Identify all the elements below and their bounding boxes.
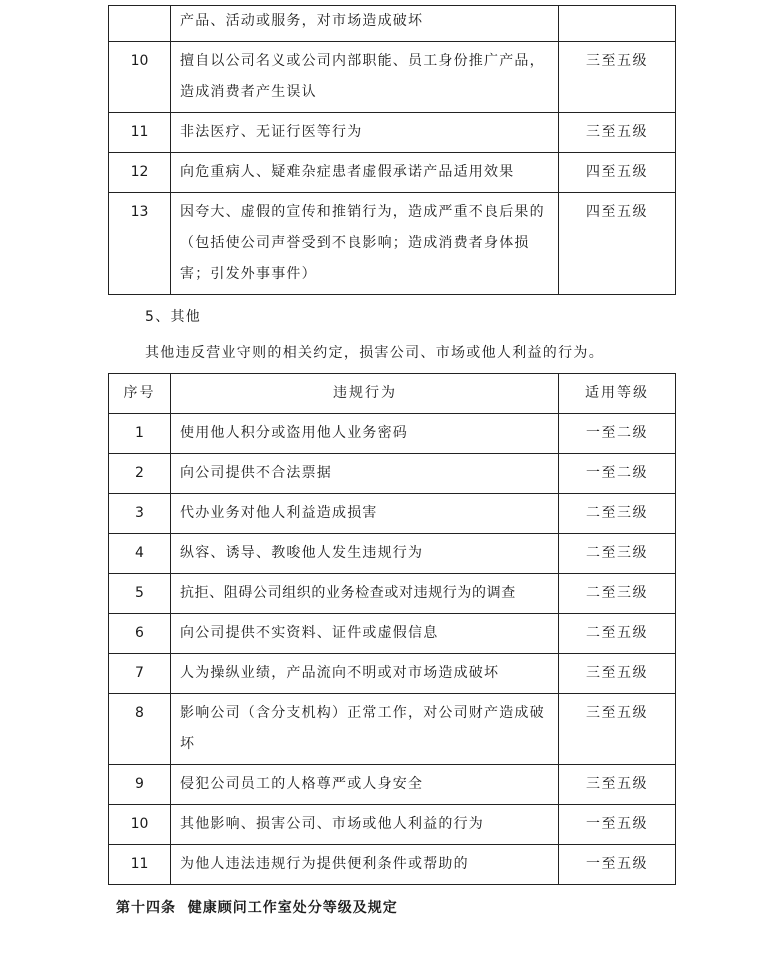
header-level: 适用等级 (559, 374, 676, 414)
row-number: 3 (109, 494, 171, 534)
level-text: 二至五级 (559, 614, 676, 654)
violation-text: 向危重病人、疑难杂症患者虚假承诺产品适用效果 (171, 153, 559, 193)
level-text: 三至五级 (559, 694, 676, 765)
header-number: 序号 (109, 374, 171, 414)
row-number: 7 (109, 654, 171, 694)
row-number: 1 (109, 414, 171, 454)
row-number (109, 6, 171, 42)
section-description: 其他违反营业守则的相关约定，损害公司、市场或他人利益的行为。 (145, 345, 604, 361)
level-text: 一至二级 (559, 414, 676, 454)
level-text: 三至五级 (559, 113, 676, 153)
violation-text: 因夸大、虚假的宣传和推销行为，造成严重不良后果的（包括使公司声誉受到不良影响；造成消费者身体损害；引发外事事件） (171, 193, 559, 295)
table-row (109, 654, 676, 694)
violation-text: 向公司提供不合法票据 (171, 454, 559, 494)
violation-text: 人为操纵业绩，产品流向不明或对市场造成破坏 (171, 654, 559, 694)
violation-table-continued (108, 5, 676, 295)
level-text: 二至三级 (559, 574, 676, 614)
row-number: 11 (109, 113, 171, 153)
table-row (109, 153, 676, 193)
section-heading: 5、其他 (145, 309, 202, 325)
table-row (109, 414, 676, 454)
table-row (109, 6, 676, 42)
row-number: 5 (109, 574, 171, 614)
level-text: 一至二级 (559, 454, 676, 494)
violation-text: 为他人违法违规行为提供便利条件或帮助的 (171, 845, 559, 885)
row-number: 11 (109, 845, 171, 885)
row-number: 12 (109, 153, 171, 193)
violation-text: 非法医疗、无证行医等行为 (171, 113, 559, 153)
violation-text: 向公司提供不实资料、证件或虚假信息 (171, 614, 559, 654)
row-number: 9 (109, 765, 171, 805)
header-violation: 违规行为 (171, 374, 559, 414)
level-text: 三至五级 (559, 765, 676, 805)
violation-text: 擅自以公司名义或公司内部职能、员工身份推广产品，造成消费者产生误认 (171, 42, 559, 113)
level-text: 二至三级 (559, 494, 676, 534)
table-row (109, 494, 676, 534)
table-row (109, 805, 676, 845)
level-text: 一至五级 (559, 805, 676, 845)
row-number: 13 (109, 193, 171, 295)
violation-text: 其他影响、损害公司、市场或他人利益的行为 (171, 805, 559, 845)
table-row (109, 845, 676, 885)
table-row (109, 574, 676, 614)
violation-text: 代办业务对他人利益造成损害 (171, 494, 559, 534)
row-number: 10 (109, 42, 171, 113)
table-row (109, 113, 676, 153)
violation-table (108, 373, 676, 885)
article-title: 第十四条 健康顾问工作室处分等级及规定 (116, 900, 398, 916)
level-text: 三至五级 (559, 654, 676, 694)
row-number: 6 (109, 614, 171, 654)
table-row (109, 694, 676, 765)
table-row (109, 614, 676, 654)
violation-text: 抗拒、阻碍公司组织的业务检查或对违规行为的调查 (171, 574, 559, 614)
violation-text: 使用他人积分或盗用他人业务密码 (171, 414, 559, 454)
table-row (109, 534, 676, 574)
violation-text: 产品、活动或服务，对市场造成破坏 (171, 6, 559, 42)
level-text: 二至三级 (559, 534, 676, 574)
violation-text: 影响公司（含分支机构）正常工作，对公司财产造成破坏 (171, 694, 559, 765)
level-text: 一至五级 (559, 845, 676, 885)
level-text: 四至五级 (559, 153, 676, 193)
row-number: 8 (109, 694, 171, 765)
table-row (109, 765, 676, 805)
row-number: 4 (109, 534, 171, 574)
table-row (109, 42, 676, 113)
level-text: 三至五级 (559, 42, 676, 113)
row-number: 2 (109, 454, 171, 494)
violation-text: 侵犯公司员工的人格尊严或人身安全 (171, 765, 559, 805)
violation-text: 纵容、诱导、教唆他人发生违规行为 (171, 534, 559, 574)
table-row (109, 193, 676, 295)
level-text: 四至五级 (559, 193, 676, 295)
table-header-row (109, 374, 676, 414)
level-text (559, 6, 676, 42)
table-row (109, 454, 676, 494)
row-number: 10 (109, 805, 171, 845)
